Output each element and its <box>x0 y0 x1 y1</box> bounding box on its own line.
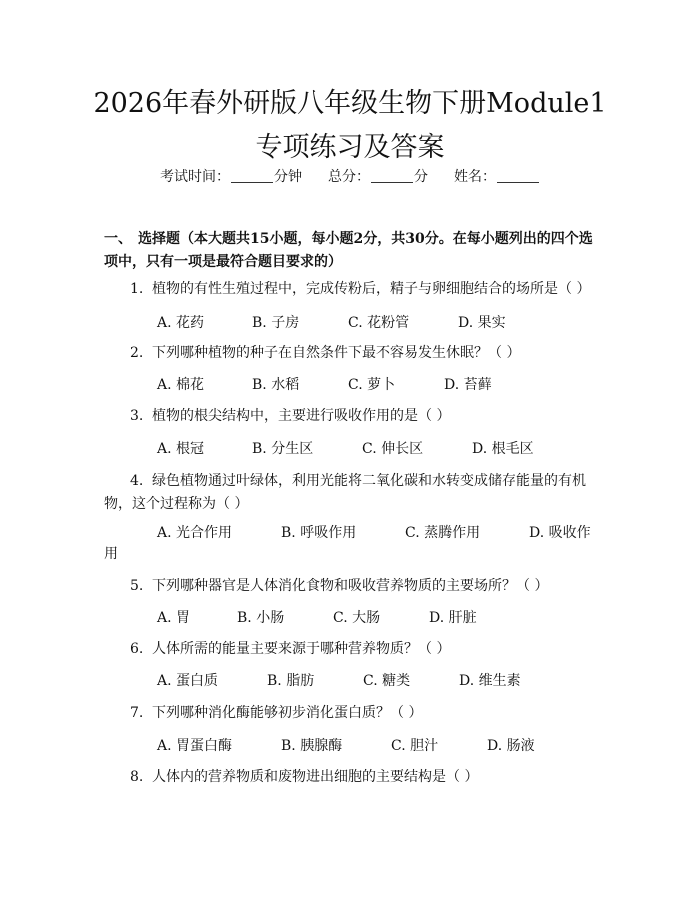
option-c: C. 花粉管 <box>348 315 410 331</box>
option-a: A. 光合作用 <box>157 525 233 541</box>
question-number: 6. <box>130 641 144 657</box>
question-text: 植物的有性生殖过程中，完成传粉后，精子与卵细胞结合的场所是（ ） <box>152 281 591 297</box>
options-4-wrap <box>104 543 598 566</box>
section-number: 一、 <box>104 231 132 247</box>
option-a: A. 蛋白质 <box>157 673 219 689</box>
option-c: C. 萝卜 <box>348 377 396 393</box>
section-heading <box>104 228 598 274</box>
option-c: C. 伸长区 <box>362 441 424 457</box>
option-d: D. 根毛区 <box>472 441 534 457</box>
question-number: 2. <box>130 345 144 361</box>
question-number: 1. <box>130 281 144 297</box>
option-a: A. 胃蛋白酶 <box>157 738 233 754</box>
question-text: 人体所需的能量主要来源于哪种营养物质？（ ） <box>152 641 451 657</box>
question-number: 3. <box>130 408 144 424</box>
question-8 <box>104 766 598 789</box>
question-text: 人体内的营养物质和废物进出细胞的主要结构是（ ） <box>152 769 479 785</box>
question-text: 下列哪种消化酶能够初步消化蛋白质？（ ） <box>152 705 423 721</box>
exam-meta-line <box>0 166 700 188</box>
question-6 <box>104 638 598 661</box>
question-2 <box>104 342 598 365</box>
score-label: 总分： <box>328 169 370 185</box>
question-number: 8. <box>130 769 144 785</box>
question-5 <box>104 575 598 598</box>
time-blank <box>231 168 273 183</box>
option-a: A. 棉花 <box>157 377 205 393</box>
section-text: 选择题（本大题共15小题，每小题2分，共30分。在每小题列出的四个选项中，只有一项是最符合题目要求的） <box>104 231 593 270</box>
question-1 <box>104 278 598 301</box>
option-c: C. 胆汁 <box>391 738 439 754</box>
question-text: 下列哪种植物的种子在自然条件下最不容易发生休眠？（ ） <box>152 345 521 361</box>
question-3 <box>104 405 598 428</box>
document-title: 2026年春外研版八年级生物下册Module1专项练习及答案 <box>93 88 607 163</box>
option-b: B. 子房 <box>252 315 300 331</box>
option-c: C. 糖类 <box>363 673 411 689</box>
options-3 <box>157 438 597 460</box>
question-number: 7. <box>130 705 144 721</box>
option-b: B. 小肠 <box>237 610 285 626</box>
option-d: D. 肝脏 <box>429 610 477 626</box>
option-c: C. 蒸腾作用 <box>405 525 481 541</box>
question-text: 绿色植物通过叶绿体，利用光能将二氧化碳和水转变成储存能量的有机物，这个过程称为（ ） <box>104 473 586 512</box>
name-label: 姓名： <box>454 169 496 185</box>
option-a: A. 胃 <box>157 610 191 626</box>
options-6 <box>157 670 597 692</box>
options-7 <box>157 735 597 757</box>
option-c: C. 大肠 <box>333 610 381 626</box>
question-text: 下列哪种器官是人体消化食物和吸收营养物质的主要场所？（ ） <box>152 578 549 594</box>
option-d-wrap: 用 <box>104 546 118 562</box>
option-d: D. 维生素 <box>459 673 521 689</box>
question-7 <box>104 702 598 725</box>
option-d: D. 肠液 <box>487 738 535 754</box>
question-4 <box>104 470 598 516</box>
options-2 <box>157 374 597 396</box>
question-number: 4. <box>130 473 144 489</box>
option-a: A. 花药 <box>157 315 205 331</box>
option-b: B. 脂肪 <box>267 673 315 689</box>
option-b: B. 水稻 <box>252 377 300 393</box>
score-unit: 分 <box>414 169 428 185</box>
option-b: B. 呼吸作用 <box>281 525 357 541</box>
option-b: B. 分生区 <box>252 441 314 457</box>
option-d: D. 吸收作 <box>529 525 591 541</box>
score-blank <box>371 168 413 183</box>
time-label: 考试时间： <box>160 169 230 185</box>
option-a: A. 根冠 <box>157 441 205 457</box>
options-4 <box>157 522 597 544</box>
option-d: D. 苔藓 <box>444 377 492 393</box>
name-blank <box>497 168 539 183</box>
time-unit: 分钟 <box>274 169 302 185</box>
question-text: 植物的根尖结构中，主要进行吸收作用的是（ ） <box>152 408 451 424</box>
option-b: B. 胰腺酶 <box>281 738 343 754</box>
options-5 <box>157 607 597 629</box>
question-number: 5. <box>130 578 144 594</box>
option-d: D. 果实 <box>458 315 506 331</box>
options-1 <box>157 312 597 334</box>
